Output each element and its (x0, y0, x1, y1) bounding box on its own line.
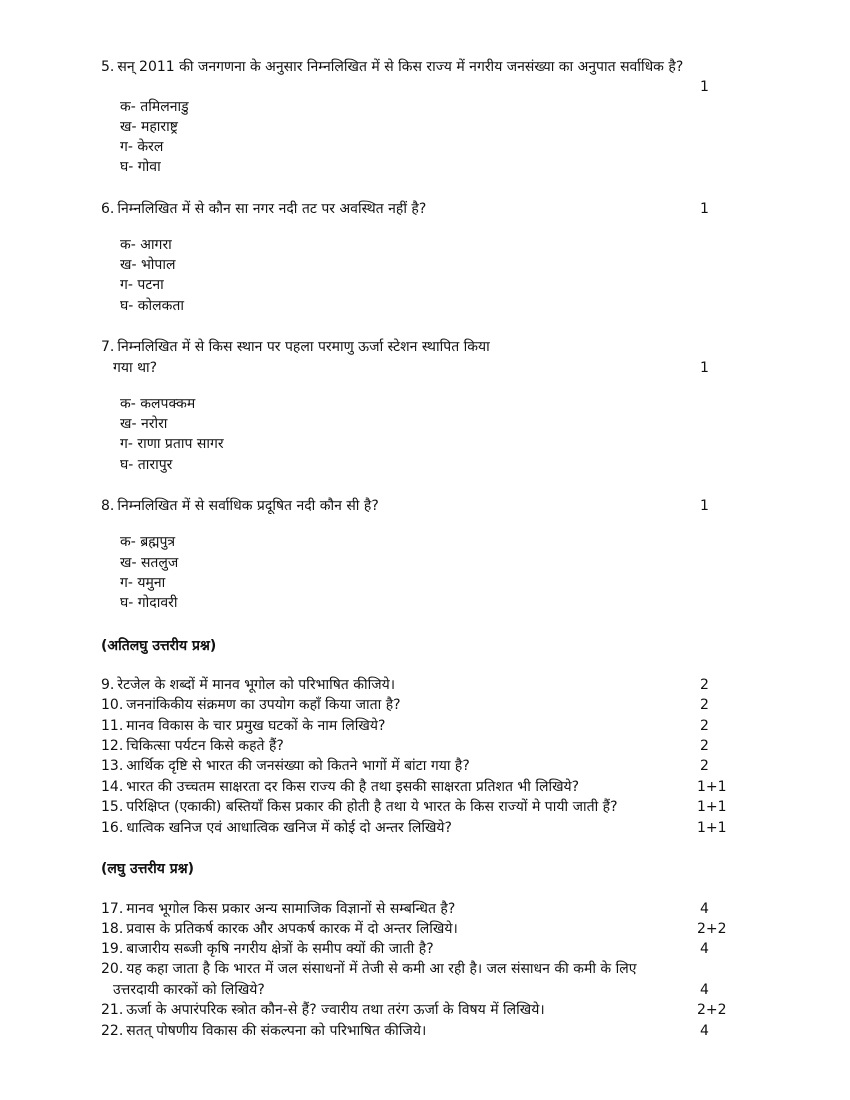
question-text: सन् 2011 की जनगणना के अनुसार निम्नलिखित में से किस राज्य में नगरीय जनसंख्या का अनुपात सर्वाधिक है? (117, 59, 684, 75)
question-number: 7. (101, 339, 115, 355)
question (101, 777, 579, 797)
question-marks: 1 (700, 79, 709, 95)
answer-option: ख- भोपाल (120, 257, 176, 273)
question-text: सतत् पोषणीय विकास की संकल्पना को परिभाषित कीजिये। (126, 1023, 427, 1039)
question-number: 16. (101, 820, 124, 836)
question-text: मानव भूगोल किस प्रकार अन्य सामाजिक विज्ञानों से सम्बन्धित है? (126, 901, 456, 917)
answer-option: ग- यमुना (120, 575, 166, 591)
question-marks: 1 (700, 498, 709, 514)
question-number: 22. (101, 1023, 124, 1039)
question (101, 959, 636, 979)
question-marks: 2 (700, 677, 709, 693)
question-text: रेटजेल के शब्दों में मानव भूगोल को परिभाषित कीजिये। (117, 677, 396, 693)
question (101, 919, 458, 939)
question-marks: 1+1 (697, 779, 727, 795)
answer-option: घ- कोलकता (120, 298, 185, 314)
question-number: 21. (101, 1002, 124, 1018)
question-number: 9. (101, 677, 115, 693)
section-heading: (लघु उत्तरीय प्रश्न) (101, 861, 194, 877)
question (101, 797, 618, 817)
question-continuation: उत्तरदायी कारकों को लिखिये? (113, 982, 265, 998)
question-marks: 1+1 (697, 799, 727, 815)
question-text: आर्थिक दृष्टि से भारत की जनसंख्या को कितने भागों में बांटा गया है? (126, 758, 470, 774)
question-text: धात्विक खनिज एवं आधात्विक खनिज में कोई दो अन्तर लिखिये? (126, 820, 452, 836)
question-number: 15. (101, 799, 124, 815)
question (101, 199, 426, 219)
question-continuation: गया था? (113, 360, 158, 376)
question (101, 695, 401, 715)
question-number: 8. (101, 498, 115, 514)
question (101, 57, 683, 77)
question-marks: 2 (700, 697, 709, 713)
question-text: ऊर्जा के अपारंपरिक स्त्रोत कौन-से हैं? ज्वारीय तथा तरंग ऊर्जा के विषय में लिखिये। (126, 1002, 545, 1018)
question (101, 736, 284, 756)
question-marks: 4 (700, 941, 709, 957)
question (101, 756, 470, 776)
answer-option: घ- तारापुर (120, 457, 173, 473)
question (101, 716, 385, 736)
question-text: निम्नलिखित में से किस स्थान पर पहला परमाणु ऊर्जा स्टेशन स्थापित किया (117, 339, 490, 355)
question (101, 337, 490, 357)
answer-option: ख- महाराष्ट्र (120, 119, 178, 135)
question-text: बाजारीय सब्जी कृषि नगरीय क्षेत्रों के समीप क्यों की जाती है? (126, 941, 434, 957)
answer-option: घ- गोदावरी (120, 595, 178, 611)
question-number: 18. (101, 921, 124, 937)
question-text: भारत की उच्चतम साक्षरता दर किस राज्य की है तथा इसकी साक्षरता प्रतिशत भी लिखिये? (126, 779, 580, 795)
question (101, 1000, 545, 1020)
question-text: निम्नलिखित में से सर्वाधिक प्रदूषित नदी कौन सी है? (117, 498, 379, 514)
question (101, 1021, 426, 1041)
question (101, 675, 395, 695)
answer-option: ग- केरल (120, 139, 164, 155)
question-marks: 4 (700, 901, 709, 917)
answer-option: क- ब्रह्मपुत्र (120, 534, 176, 550)
question-marks: 1 (700, 201, 709, 217)
question-number: 12. (101, 738, 124, 754)
answer-option: क- आगरा (120, 237, 172, 253)
question-number: 11. (101, 718, 124, 734)
question (101, 818, 452, 838)
question-number: 5. (101, 59, 115, 75)
answer-option: ख- नरोरा (120, 416, 168, 432)
question-marks: 2 (700, 738, 709, 754)
question-marks: 2+2 (697, 921, 727, 937)
answer-option: क- तमिलनाडु (120, 99, 189, 115)
answer-option: क- कलपक्कम (120, 396, 196, 412)
question-number: 19. (101, 941, 124, 957)
question-text: निम्नलिखित में से कौन सा नगर नदी तट पर अवस्थित नहीं है? (117, 201, 427, 217)
question (101, 899, 455, 919)
question-number: 14. (101, 779, 124, 795)
question-number: 20. (101, 961, 124, 977)
question-text: यह कहा जाता है कि भारत में जल संसाधनों में तेजी से कमी आ रही है। जल संसाधन की कमी के लिए (126, 961, 637, 977)
answer-option: ग- पटना (120, 277, 164, 293)
question-number: 17. (101, 901, 124, 917)
question-text: परिक्षिप्त (एकाकी) बस्तियाँ किस प्रकार की होती है तथा ये भारत के किस राज्यों मे पायी जाती हैं? (126, 799, 618, 815)
answer-option: ग- राणा प्रताप सागर (120, 436, 224, 452)
question-marks: 2 (700, 758, 709, 774)
section-heading: (अतिलघु उत्तरीय प्रश्न) (101, 638, 217, 654)
question-number: 10. (101, 697, 124, 713)
question-marks: 1 (700, 360, 709, 376)
question (101, 496, 379, 516)
question-marks: 4 (700, 982, 709, 998)
question-text: मानव विकास के चार प्रमुख घटकों के नाम लिखिये? (126, 718, 386, 734)
answer-option: ख- सतलुज (120, 555, 179, 571)
question-text: प्रवास के प्रतिकर्ष कारक और अपकर्ष कारक में दो अन्तर लिखिये। (126, 921, 458, 937)
question-number: 13. (101, 758, 124, 774)
answer-option: घ- गोवा (120, 159, 161, 175)
question-text: चिकित्सा पर्यटन किसे कहते हैं? (126, 738, 284, 754)
question-marks: 2 (700, 718, 709, 734)
question-marks: 4 (700, 1023, 709, 1039)
question-marks: 2+2 (697, 1002, 727, 1018)
question-marks: 1+1 (697, 820, 727, 836)
question-number: 6. (101, 201, 115, 217)
question-text: जननांकिकीय संक्रमण का उपयोग कहाँ किया जाता है? (126, 697, 401, 713)
question (101, 939, 434, 959)
